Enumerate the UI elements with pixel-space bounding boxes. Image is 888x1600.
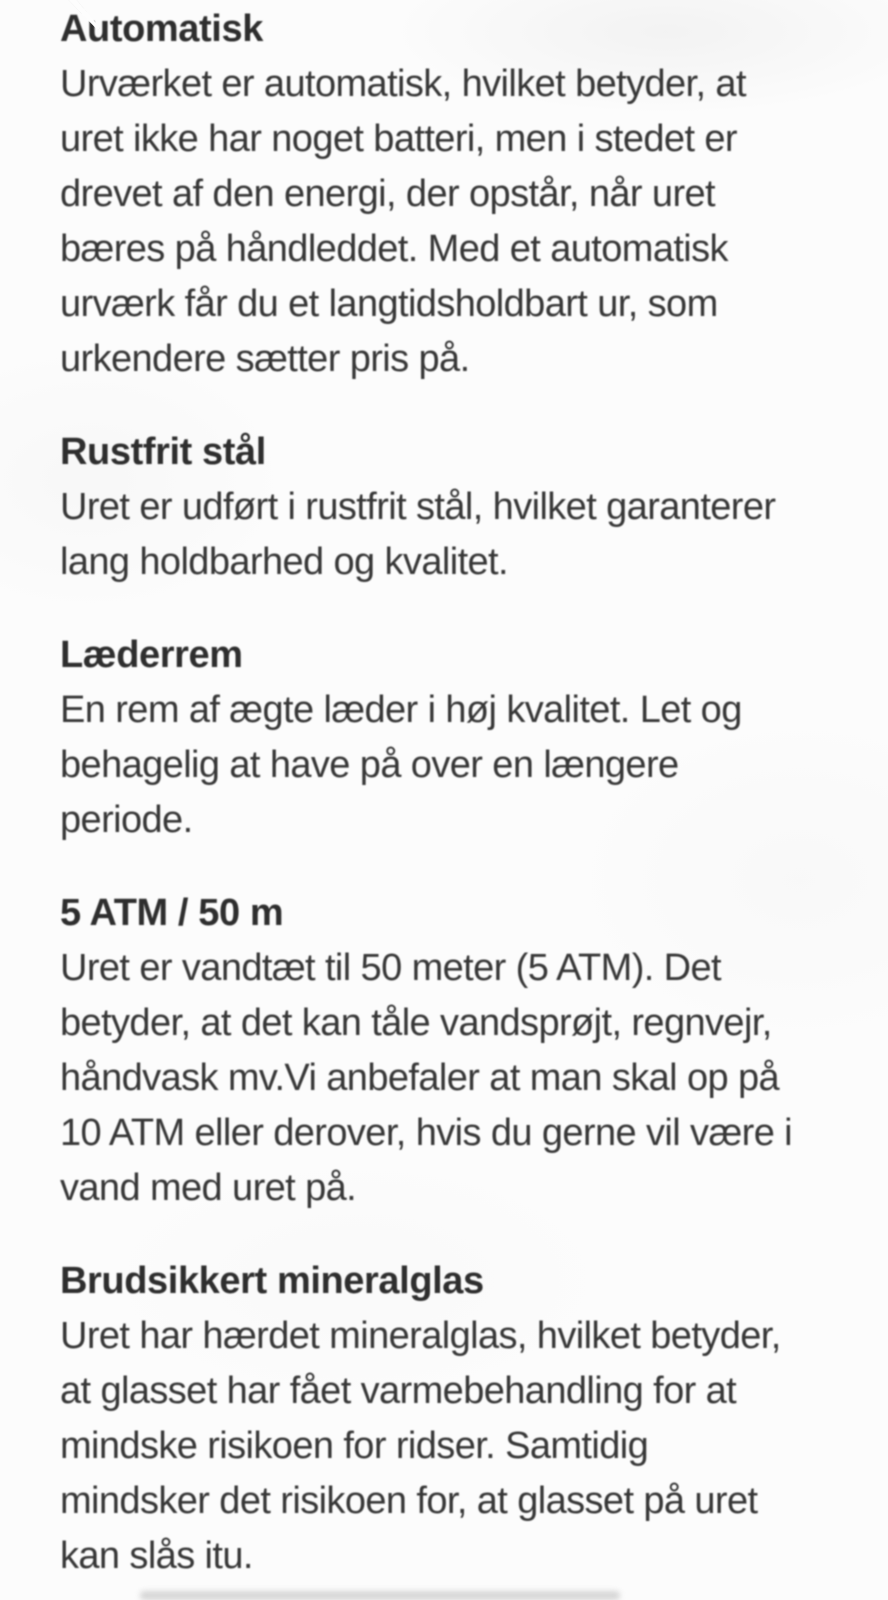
text-line: En rem af ægte læder i høj kvalitet. Let og — [60, 689, 742, 731]
text-line: mindsker det risikoen for, at glasset på uret — [60, 1480, 758, 1522]
section-heading: 5 ATM / 50 m — [60, 892, 284, 934]
text-line: periode. — [60, 799, 193, 841]
section-vandtaethed — [60, 886, 838, 1216]
text-line: urværk får du et langtidsholdbart ur, som — [60, 283, 718, 325]
text-line: Uret er vandtæt til 50 meter (5 ATM). Det — [60, 947, 722, 989]
text-line: drevet af den energi, der opstår, når uret — [60, 173, 715, 215]
section-heading: Læderrem — [60, 634, 243, 676]
section-automatisk — [60, 2, 838, 387]
clipped-next-text-line — [140, 1591, 620, 1600]
text-line: vand med uret på. — [60, 1167, 357, 1209]
text-line: Uret har hærdet mineralglas, hvilket betyder, — [60, 1315, 781, 1357]
text-line: betyder, at det kan tåle vandsprøjt, regnvejr, — [60, 1002, 772, 1044]
section-rustfrit-staal — [60, 425, 838, 590]
text-line: at glasset har fået varmebehandling for at — [60, 1370, 737, 1412]
text-line: håndvask mv.Vi anbefaler at man skal op på — [60, 1057, 780, 1099]
text-line: 10 ATM eller derover, hvis du gerne vil være i — [60, 1112, 793, 1154]
section-mineralglas — [60, 1254, 838, 1584]
text-line: lang holdbarhed og kvalitet. — [60, 541, 508, 583]
text-line: Urværket er automatisk, hvilket betyder, at — [60, 63, 746, 105]
text-line: urkendere sætter pris på. — [60, 338, 470, 380]
product-description-text — [60, 2, 838, 1584]
text-line: kan slås itu. — [60, 1535, 253, 1577]
section-heading: Automatisk — [60, 8, 263, 50]
section-heading: Rustfrit stål — [60, 431, 266, 473]
section-heading: Brudsikkert mineralglas — [60, 1260, 484, 1302]
text-line: bæres på håndleddet. Med et automatisk — [60, 228, 728, 270]
section-laederrem — [60, 628, 838, 848]
text-line: uret ikke har noget batteri, men i stedet er — [60, 118, 737, 160]
text-line: mindske risikoen for ridser. Samtidig — [60, 1425, 649, 1467]
text-line: behagelig at have på over en længere — [60, 744, 679, 786]
text-line: Uret er udført i rustfrit stål, hvilket garanterer — [60, 486, 776, 528]
